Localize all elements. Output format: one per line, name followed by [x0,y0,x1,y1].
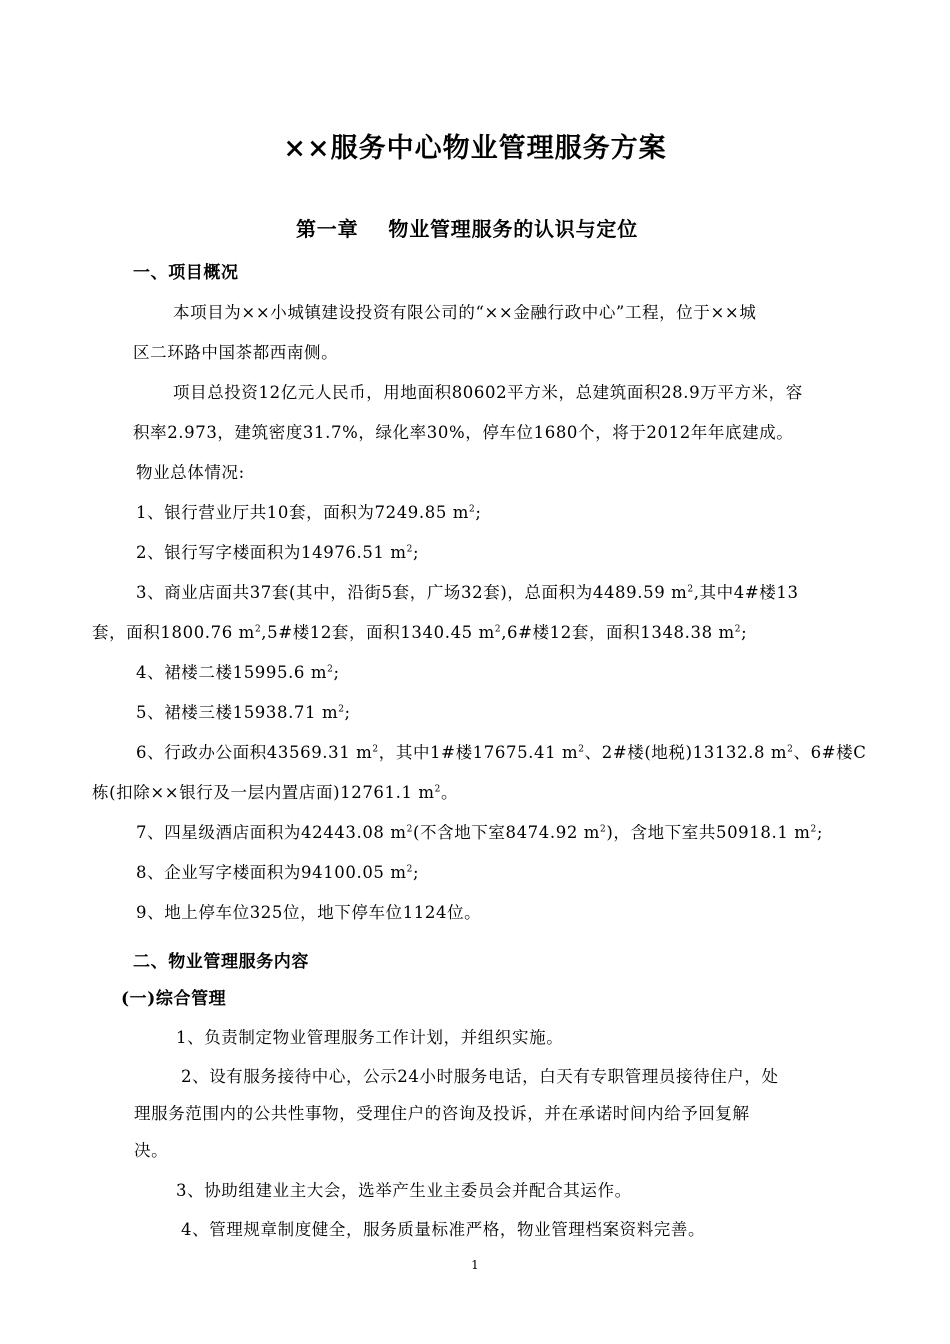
list-item-3-line-1: 3、商业店面共37套(其中，沿街5套，广场32套)，总面积为4489.59 $m^2$,其中4#楼13 [136,583,799,602]
paragraph-1-line-1: 本项目为××小城镇建设投资有限公司的“××金融行政中心”工程，位于××城 [173,303,757,322]
page-number: 1 [471,1258,479,1272]
section2-heading: 二、物业管理服务内容 [133,952,309,972]
section1-heading: 一、项目概况 [133,263,239,283]
list-item-7: 7、四星级酒店面积为42443.08 $m^2$(不含地下室8474.92 $m^2$)，含地下室共50918.1 $m^2$; [136,823,824,842]
section2-subheading: (一)综合管理 [121,989,227,1009]
list-item-4: 4、裙楼二楼15995.6 $m^2$; [136,663,340,682]
service-item-2-line-1: 2、设有服务接待中心，公示24小时服务电话，白天有专职管理员接待住户，处 [181,1067,779,1086]
service-item-2-line-3: 决。 [134,1141,169,1160]
chapter-text: 物业管理服务的认识与定位 [388,217,639,241]
paragraph-2-line-1: 项目总投资12亿元人民币，用地面积80602平方米，总建筑面积28.9万平方米，容 [173,383,803,402]
list-item-3-line-2: 套，面积1800.76 $m^2,5\#$楼12套，面积1340.45 $m^2,6\#$楼12套，面积1348.38 $m^2$; [92,623,748,642]
list-item-8: 8、企业写字楼面积为94100.05 $m^2$; [136,863,420,882]
list-item-6-line-1: 6、行政办公面积43569.31 $m^2$，其中1#楼17675.41 $m^2$、2#楼(地税)13132.8 $m^2$、6#楼C [136,743,867,762]
service-item-1: 1、负责制定物业管理服务工作计划，并组织实施。 [176,1028,564,1047]
service-item-2-line-2: 理服务范围内的公共性事物，受理住户的咨询及投诉，并在承诺时间内给予回复解 [134,1104,750,1123]
service-item-3: 3、协助组建业主大会，选举产生业主委员会并配合其运作。 [176,1181,632,1200]
chapter-label: 第一章 [296,217,359,241]
service-item-4: 4、管理规章制度健全，服务质量标准严格，物业管理档案资料完善。 [181,1220,706,1239]
list-item-5: 5、裙楼三楼15938.71 $m^2$; [136,703,351,722]
list-item-2: 2、银行写字楼面积为14976.51 $m^2$; [136,543,420,562]
list-item-6-line-2: 栋(扣除××银行及一层内置店面)12761.1 $m^2$。 [92,783,459,802]
overview-label: 物业总体情况: [136,463,245,482]
paragraph-1-line-2: 区二环路中国茶都西南侧。 [133,343,339,362]
paragraph-2-line-2: 积率2.973，建筑密度31.7%，绿化率30%，停车位1680个，将于2012年年底建成。 [133,423,794,442]
list-item-1: 1、银行营业厅共10套，面积为7249.85 $m^2$; [136,503,482,522]
document-title: ××服务中心物业管理服务方案 [283,133,667,164]
list-item-9: 9、地上停车位325位，地下停车位1124位。 [136,903,482,922]
chapter-heading [296,213,638,242]
